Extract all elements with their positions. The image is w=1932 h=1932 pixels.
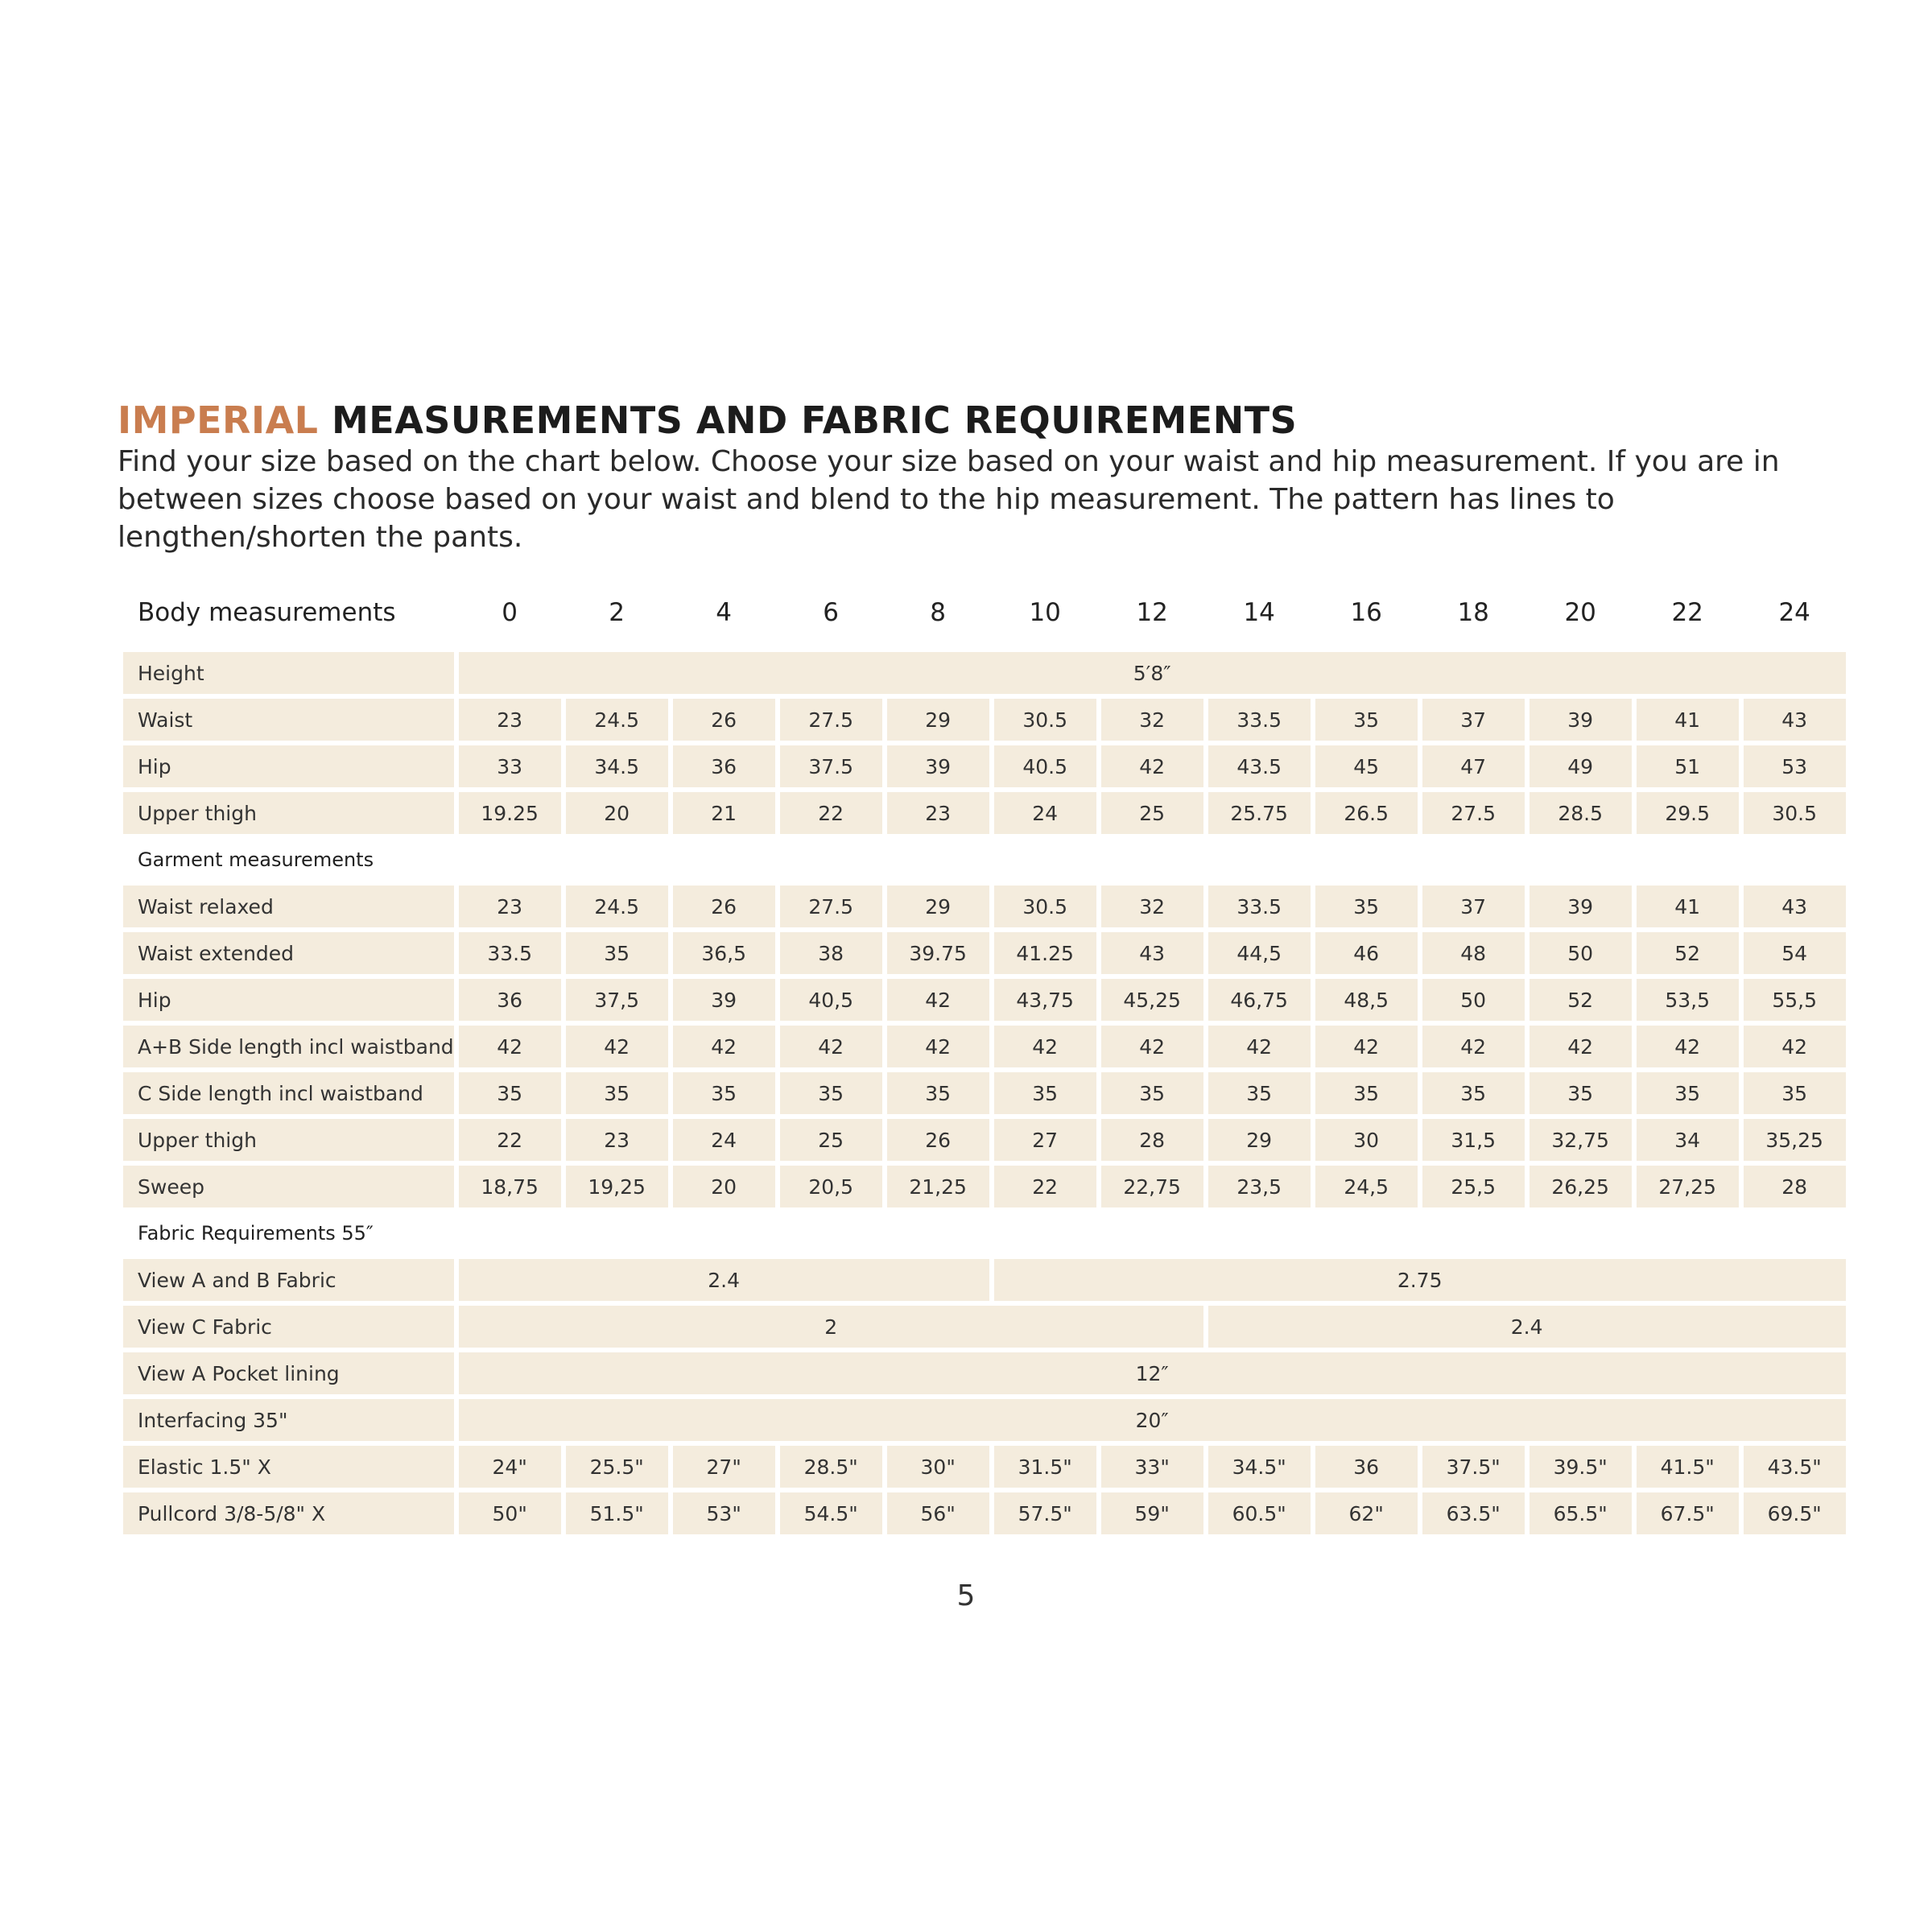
- row-label: A+B Side length incl waistband: [123, 1026, 454, 1067]
- value-cell: 42: [566, 1026, 668, 1067]
- row-label: View A and B Fabric: [123, 1259, 454, 1301]
- row-label: Upper thigh: [123, 792, 454, 834]
- value-cell: 48: [1422, 932, 1525, 974]
- value-cell: 20: [673, 1166, 775, 1208]
- table-row-waist-relaxed: [123, 886, 1846, 927]
- value-cell: 35: [1315, 1072, 1418, 1114]
- row-label: Sweep: [123, 1166, 454, 1208]
- value-cell: 43: [1744, 699, 1846, 741]
- value-cell: 51.5": [566, 1492, 668, 1534]
- value-cell: 29.5: [1637, 792, 1739, 834]
- value-cell: 37.5: [780, 745, 882, 787]
- value-cell: 50: [1530, 932, 1632, 974]
- value-cell: 69.5": [1744, 1492, 1846, 1534]
- value-cell: 46: [1315, 932, 1418, 974]
- size-header-8: 8: [930, 598, 947, 627]
- value-cell: 34.5: [566, 745, 668, 787]
- value-cell: 25.75: [1208, 792, 1311, 834]
- value-cell: 56": [887, 1492, 989, 1534]
- value-cell: 26: [887, 1119, 989, 1161]
- value-cell: 42: [1422, 1026, 1525, 1067]
- value-cell: 34: [1637, 1119, 1739, 1161]
- value-cell: 52: [1530, 979, 1632, 1021]
- table-row-upper-thigh: [123, 1119, 1846, 1161]
- value-cell: 42: [459, 1026, 561, 1067]
- value-cell: 27.5: [1422, 792, 1525, 834]
- merged-value-cell: 12″: [459, 1352, 1846, 1394]
- value-cell: 19,25: [566, 1166, 668, 1208]
- value-cell: 44,5: [1208, 932, 1311, 974]
- value-cell: 20,5: [780, 1166, 882, 1208]
- value-cell: 35: [1101, 1072, 1203, 1114]
- table-row-a-b-side-length-incl-waistband: [123, 1026, 1846, 1067]
- table-body: [123, 644, 1846, 1534]
- value-cell: 42: [1208, 1026, 1311, 1067]
- value-cell: 32,75: [1530, 1119, 1632, 1161]
- size-header-18: 18: [1457, 598, 1489, 627]
- value-cell: 35: [566, 932, 668, 974]
- value-cell: 30.5: [1744, 792, 1846, 834]
- page-number: 5: [956, 1579, 976, 1612]
- table-row-upper-thigh: [123, 792, 1846, 834]
- table-row-hip: [123, 979, 1846, 1021]
- size-header-16: 16: [1350, 598, 1382, 627]
- value-cell: 37.5": [1422, 1446, 1525, 1488]
- row-label: Height: [123, 652, 454, 694]
- value-cell: 30.5: [994, 699, 1096, 741]
- value-cell: 26: [673, 886, 775, 927]
- value-cell: 27: [994, 1119, 1096, 1161]
- value-cell: 50": [459, 1492, 561, 1534]
- value-cell: 22: [780, 792, 882, 834]
- value-cell: 29: [1208, 1119, 1311, 1161]
- value-cell: 20: [566, 792, 668, 834]
- value-cell: 43.5": [1744, 1446, 1846, 1488]
- table-row-hip: [123, 745, 1846, 787]
- merged-value-cell: 5′8″: [459, 652, 1846, 694]
- value-cell: 26,25: [1530, 1166, 1632, 1208]
- row-label: View A Pocket lining: [123, 1352, 454, 1394]
- value-cell: 24": [459, 1446, 561, 1488]
- value-cell: 35: [994, 1072, 1096, 1114]
- value-cell: 27.5: [780, 886, 882, 927]
- value-cell: 39: [673, 979, 775, 1021]
- value-cell: 54.5": [780, 1492, 882, 1534]
- value-cell: 28.5": [780, 1446, 882, 1488]
- table-row-waist-extended: [123, 932, 1846, 974]
- value-cell: 36: [459, 979, 561, 1021]
- spacer-cell: [123, 644, 1846, 647]
- section-label: Fabric Requirements 55″: [138, 1222, 374, 1245]
- value-cell: 23: [459, 699, 561, 741]
- value-cell: 33: [459, 745, 561, 787]
- value-cell: 35: [673, 1072, 775, 1114]
- value-cell: 43,75: [994, 979, 1096, 1021]
- value-cell: 41.25: [994, 932, 1096, 974]
- value-cell: 37: [1422, 886, 1525, 927]
- value-cell: 53": [673, 1492, 775, 1534]
- value-cell: 65.5": [1530, 1492, 1632, 1534]
- value-cell: 42: [994, 1026, 1096, 1067]
- value-cell: 53,5: [1637, 979, 1739, 1021]
- value-cell: 19.25: [459, 792, 561, 834]
- value-cell: 41.5": [1637, 1446, 1739, 1488]
- value-cell: 27,25: [1637, 1166, 1739, 1208]
- table-row-interfacing-35: [123, 1399, 1846, 1441]
- value-cell: 62": [1315, 1492, 1418, 1534]
- value-cell: 57.5": [994, 1492, 1096, 1534]
- value-cell: 42: [887, 1026, 989, 1067]
- value-cell: 39: [887, 745, 989, 787]
- value-cell: 37: [1422, 699, 1525, 741]
- row-label: View C Fabric: [123, 1306, 454, 1348]
- value-cell: 67.5": [1637, 1492, 1739, 1534]
- row-label: Waist relaxed: [123, 886, 454, 927]
- value-cell: 55,5: [1744, 979, 1846, 1021]
- row-label: Pullcord 3/8-5/8" X: [123, 1492, 454, 1534]
- value-cell: 32: [1101, 886, 1203, 927]
- value-cell: 46,75: [1208, 979, 1311, 1021]
- value-cell: 35: [1422, 1072, 1525, 1114]
- value-cell: 23,5: [1208, 1166, 1311, 1208]
- value-cell: 22: [459, 1119, 561, 1161]
- value-cell: 35: [1208, 1072, 1311, 1114]
- table-row-height: [123, 652, 1846, 694]
- row-label: Hip: [123, 745, 454, 787]
- value-cell: 39: [1530, 886, 1632, 927]
- value-cell: 40,5: [780, 979, 882, 1021]
- value-cell: 33": [1101, 1446, 1203, 1488]
- value-cell: 43: [1744, 886, 1846, 927]
- value-cell: 27": [673, 1446, 775, 1488]
- section-label: Garment measurements: [138, 848, 374, 871]
- merged-value-cell: 2.4: [459, 1259, 989, 1301]
- value-cell: 53: [1744, 745, 1846, 787]
- table-row-c-side-length-incl-waistband: [123, 1072, 1846, 1114]
- table-header-row: [123, 586, 1846, 639]
- value-cell: 29: [887, 886, 989, 927]
- value-cell: 18,75: [459, 1166, 561, 1208]
- value-cell: 49: [1530, 745, 1632, 787]
- value-cell: 35: [1744, 1072, 1846, 1114]
- size-header-12: 12: [1136, 598, 1168, 627]
- value-cell: 23: [566, 1119, 668, 1161]
- value-cell: 35,25: [1744, 1119, 1846, 1161]
- value-cell: 27.5: [780, 699, 882, 741]
- value-cell: 39.5": [1530, 1446, 1632, 1488]
- size-header-24: 24: [1778, 598, 1810, 627]
- value-cell: 24: [994, 792, 1096, 834]
- value-cell: 26: [673, 699, 775, 741]
- value-cell: 42: [1315, 1026, 1418, 1067]
- value-cell: 25.5": [566, 1446, 668, 1488]
- intro-paragraph: Find your size based on the chart below. Choose your size based on your waist and hip measurement. If you are in between sizes choose based on your waist and blend to the hip measurement. The pattern has lines to lengthen/shorten the pants.: [118, 445, 1780, 554]
- value-cell: 28.5: [1530, 792, 1632, 834]
- value-cell: 29: [887, 699, 989, 741]
- row-label: Hip: [123, 979, 454, 1021]
- row-label: C Side length incl waistband: [123, 1072, 454, 1114]
- row-label: Elastic 1.5" X: [123, 1446, 454, 1488]
- value-cell: 30": [887, 1446, 989, 1488]
- value-cell: 54: [1744, 932, 1846, 974]
- value-cell: 52: [1637, 932, 1739, 974]
- table-row-view-c-fabric: [123, 1306, 1846, 1348]
- value-cell: 25: [780, 1119, 882, 1161]
- value-cell: 40.5: [994, 745, 1096, 787]
- table-row-view-a-pocket-lining: [123, 1352, 1846, 1394]
- value-cell: 34.5": [1208, 1446, 1311, 1488]
- size-header-20: 20: [1564, 598, 1596, 627]
- value-cell: 51: [1637, 745, 1739, 787]
- title-accent: IMPERIAL: [118, 398, 319, 442]
- value-cell: 38: [780, 932, 882, 974]
- value-cell: 28: [1744, 1166, 1846, 1208]
- value-cell: 42: [1101, 1026, 1203, 1067]
- value-cell: 31,5: [1422, 1119, 1525, 1161]
- value-cell: 26.5: [1315, 792, 1418, 834]
- size-header-2: 2: [609, 598, 625, 627]
- value-cell: 35: [887, 1072, 989, 1114]
- table-row-sweep: [123, 1166, 1846, 1208]
- size-header-10: 10: [1029, 598, 1061, 627]
- value-cell: 39: [1530, 699, 1632, 741]
- value-cell: 24.5: [566, 886, 668, 927]
- table-row-view-a-and-b-fabric: [123, 1259, 1846, 1301]
- table-row-waist: [123, 699, 1846, 741]
- value-cell: 35: [780, 1072, 882, 1114]
- size-header-6: 6: [823, 598, 840, 627]
- value-cell: 35: [1530, 1072, 1632, 1114]
- value-cell: 42: [673, 1026, 775, 1067]
- value-cell: 59": [1101, 1492, 1203, 1534]
- size-header-0: 0: [502, 598, 518, 627]
- value-cell: 45: [1315, 745, 1418, 787]
- value-cell: 41: [1637, 699, 1739, 741]
- value-cell: 50: [1422, 979, 1525, 1021]
- value-cell: 43: [1101, 932, 1203, 974]
- row-label: Waist: [123, 699, 454, 741]
- value-cell: 21,25: [887, 1166, 989, 1208]
- merged-value-cell: 20″: [459, 1399, 1846, 1441]
- value-cell: 35: [1315, 886, 1418, 927]
- section-row-fabric-requirements-55: [123, 1212, 1846, 1254]
- value-cell: 25,5: [1422, 1166, 1525, 1208]
- value-cell: 35: [566, 1072, 668, 1114]
- merged-value-cell: 2: [459, 1306, 1203, 1348]
- value-cell: 22: [994, 1166, 1096, 1208]
- value-cell: 24,5: [1315, 1166, 1418, 1208]
- merged-value-cell: 2.75: [994, 1259, 1846, 1301]
- value-cell: 33.5: [1208, 886, 1311, 927]
- merged-value-cell: 2.4: [1208, 1306, 1846, 1348]
- page-title: [118, 398, 1297, 443]
- value-cell: 43.5: [1208, 745, 1311, 787]
- title-rest: MEASUREMENTS AND FABRIC REQUIREMENTS: [332, 398, 1298, 442]
- value-cell: 35: [1637, 1072, 1739, 1114]
- value-cell: 35: [1315, 699, 1418, 741]
- value-cell: 39.75: [887, 932, 989, 974]
- row-label: Interfacing 35": [123, 1399, 454, 1441]
- value-cell: 24: [673, 1119, 775, 1161]
- value-cell: 23: [887, 792, 989, 834]
- header-spacer: [123, 644, 1846, 647]
- value-cell: 32: [1101, 699, 1203, 741]
- value-cell: 28: [1101, 1119, 1203, 1161]
- value-cell: 36,5: [673, 932, 775, 974]
- size-header-14: 14: [1243, 598, 1275, 627]
- size-header-22: 22: [1671, 598, 1703, 627]
- value-cell: 25: [1101, 792, 1203, 834]
- value-cell: 30.5: [994, 886, 1096, 927]
- value-cell: 42: [887, 979, 989, 1021]
- value-cell: 31.5": [994, 1446, 1096, 1488]
- row-label: Waist extended: [123, 932, 454, 974]
- table-row-pullcord-3-8-5-8-x: [123, 1492, 1846, 1534]
- value-cell: 21: [673, 792, 775, 834]
- value-cell: 42: [780, 1026, 882, 1067]
- value-cell: 63.5": [1422, 1492, 1525, 1534]
- value-cell: 36: [673, 745, 775, 787]
- header-label: Body measurements: [138, 598, 396, 627]
- value-cell: 33.5: [459, 932, 561, 974]
- value-cell: 24.5: [566, 699, 668, 741]
- table-row-elastic-1-5-x: [123, 1446, 1846, 1488]
- value-cell: 33.5: [1208, 699, 1311, 741]
- value-cell: 41: [1637, 886, 1739, 927]
- value-cell: 42: [1101, 745, 1203, 787]
- value-cell: 37,5: [566, 979, 668, 1021]
- value-cell: 35: [459, 1072, 561, 1114]
- value-cell: 42: [1637, 1026, 1739, 1067]
- size-chart-table: [118, 581, 1851, 1539]
- section-row-garment-measurements: [123, 839, 1846, 881]
- value-cell: 60.5": [1208, 1492, 1311, 1534]
- value-cell: 23: [459, 886, 561, 927]
- value-cell: 30: [1315, 1119, 1418, 1161]
- size-header-4: 4: [716, 598, 733, 627]
- value-cell: 22,75: [1101, 1166, 1203, 1208]
- value-cell: 48,5: [1315, 979, 1418, 1021]
- row-label: Upper thigh: [123, 1119, 454, 1161]
- value-cell: 45,25: [1101, 979, 1203, 1021]
- value-cell: 36: [1315, 1446, 1418, 1488]
- value-cell: 42: [1530, 1026, 1632, 1067]
- value-cell: 42: [1744, 1026, 1846, 1067]
- value-cell: 47: [1422, 745, 1525, 787]
